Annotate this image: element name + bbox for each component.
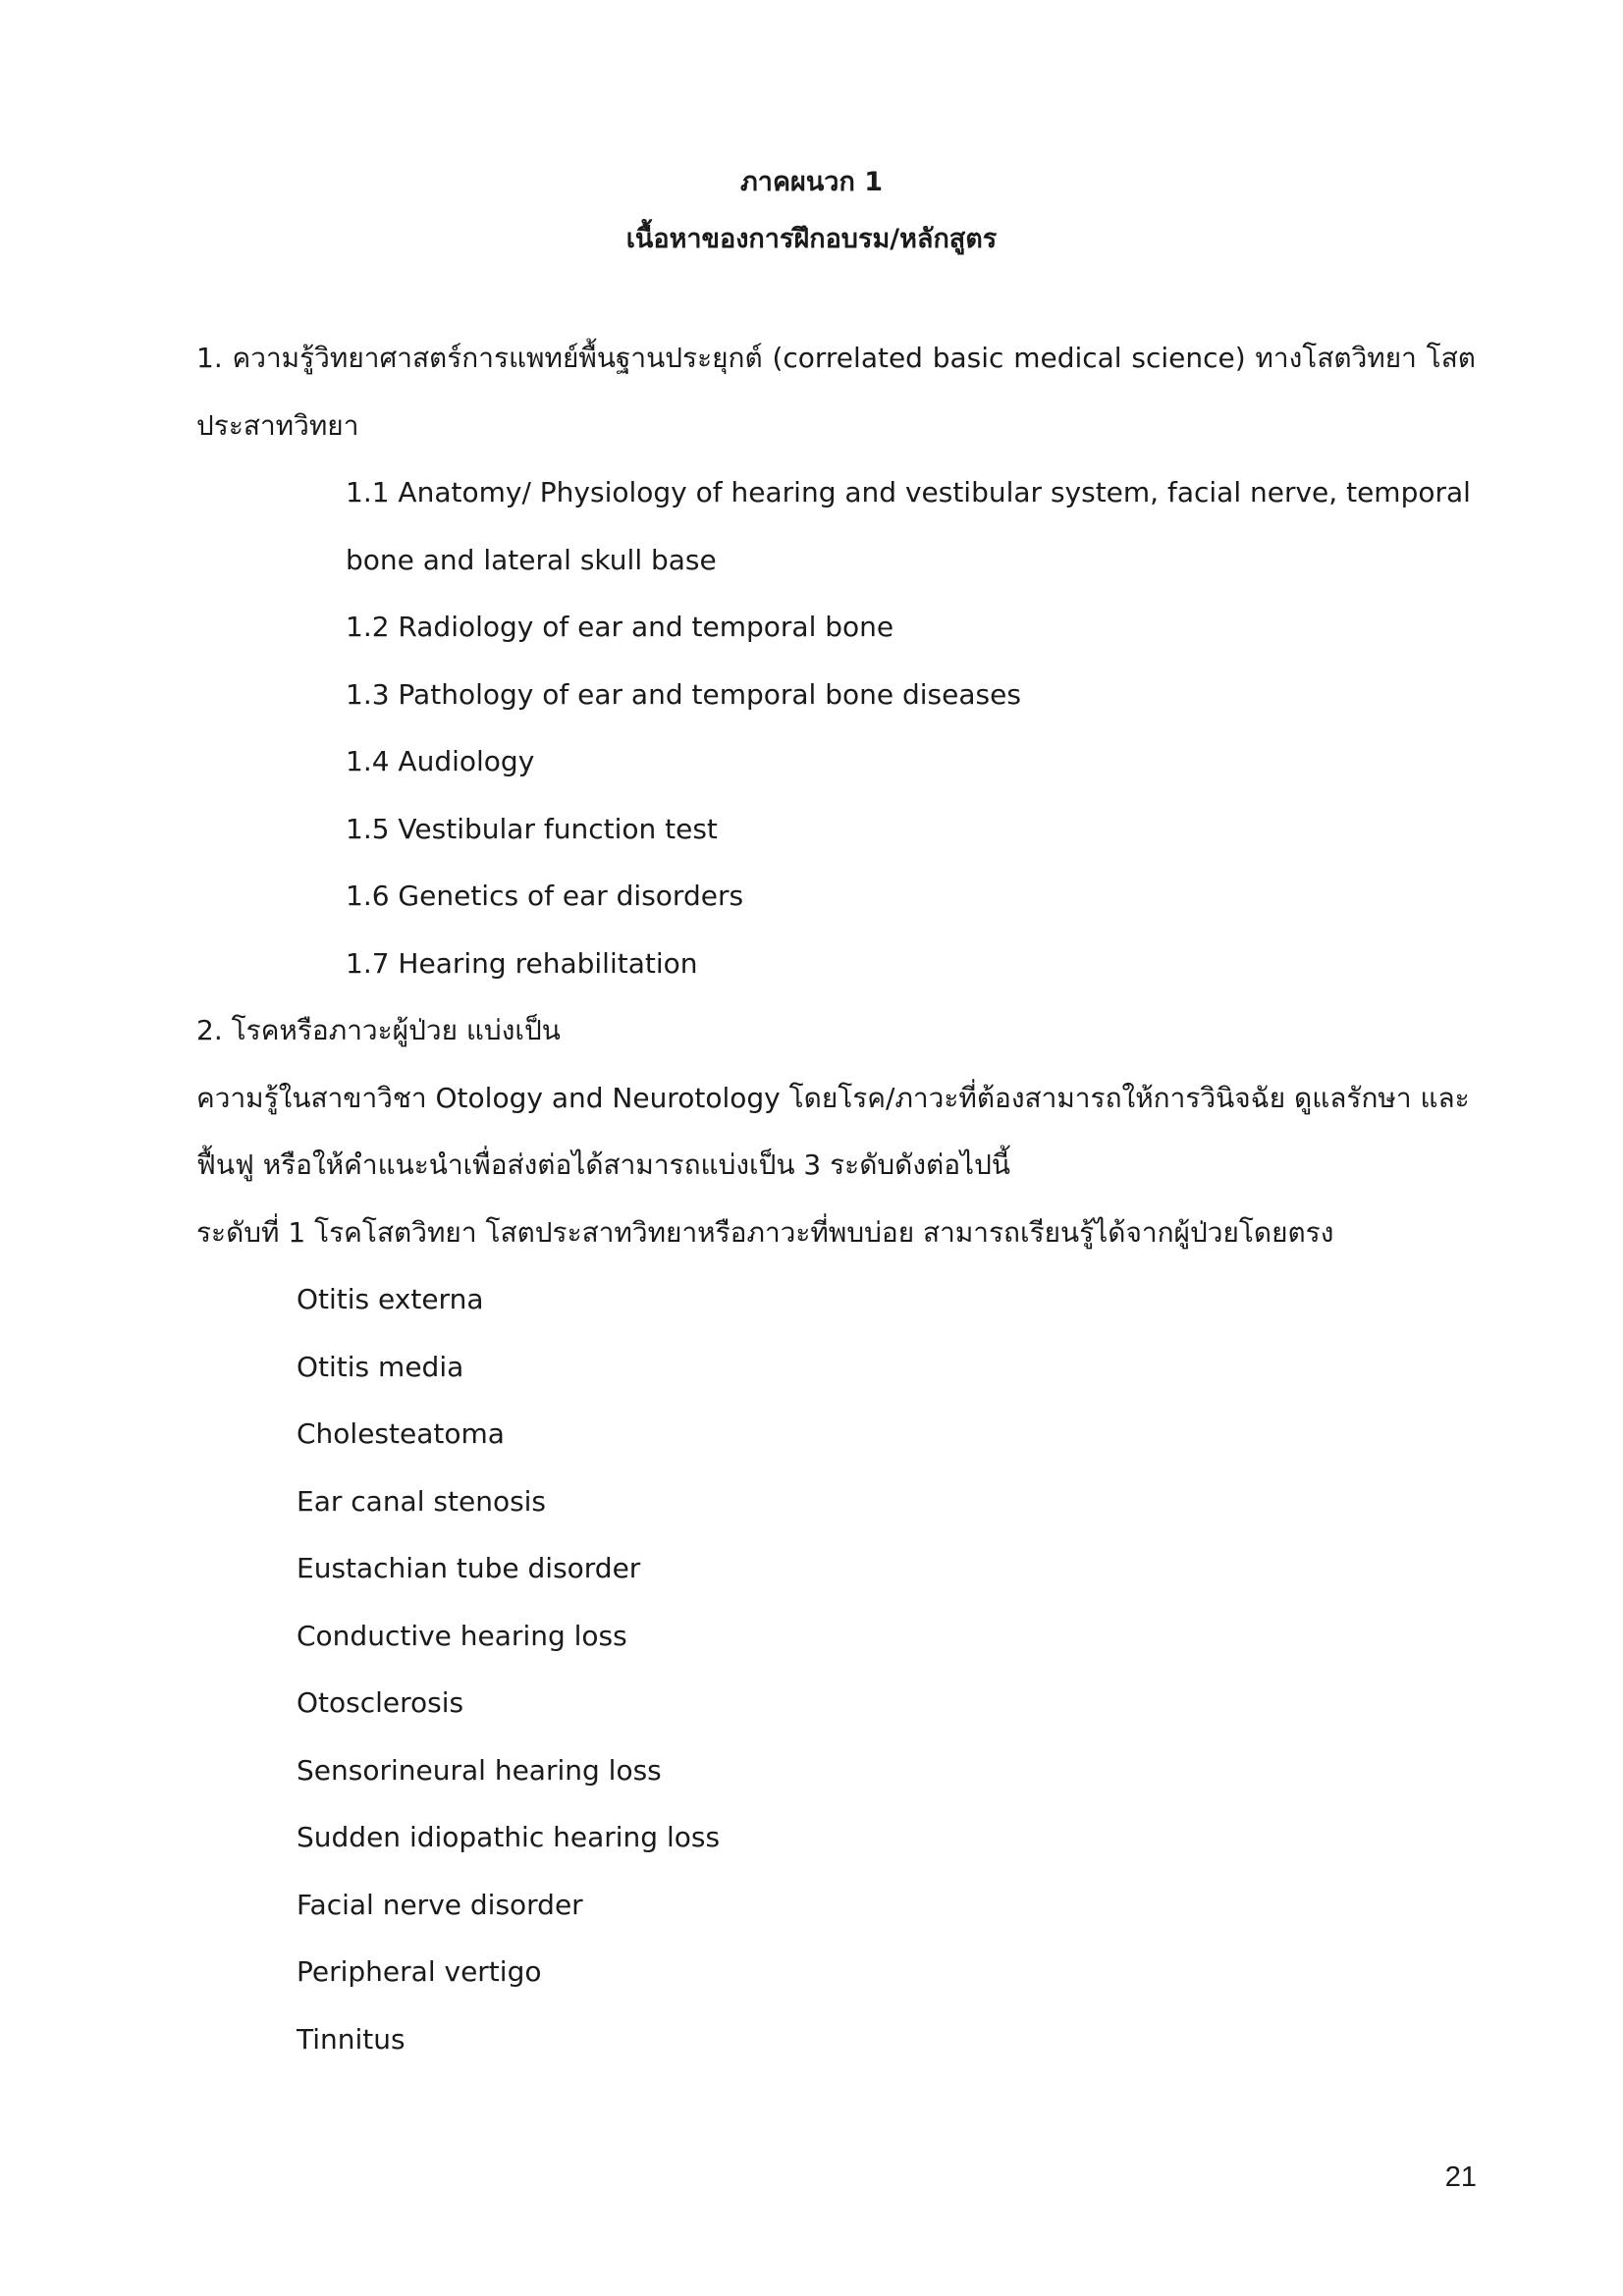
section2-intro: ความรู้ในสาขาวิชา Otology and Neurotology โดยโรค/ภาวะที่ต้องสามารถให้การวินิจฉัย ดูแลรักษา และ bbox=[196, 1082, 1470, 1114]
disease-item: Eustachian tube disorder bbox=[297, 1552, 641, 1584]
section2-intro-continued: ฟื้นฟู หรือให้คำแนะนำเพื่อส่งต่อได้สามารถแบ่งเป็น 3 ระดับดังต่อไปนี้ bbox=[196, 1148, 1011, 1181]
disease-item: Otitis externa bbox=[297, 1283, 484, 1315]
disease-item: Conductive hearing loss bbox=[297, 1620, 627, 1652]
list-item: 1.5 Vestibular function test bbox=[346, 813, 718, 845]
section2-heading: 2. โรคหรือภาวะผู้ป่วย แบ่งเป็น bbox=[196, 1014, 561, 1046]
appendix-subtitle: เนื้อหาของการฝึกอบรม/หลักสูตร bbox=[625, 224, 998, 254]
list-item: 1.3 Pathology of ear and temporal bone diseases bbox=[346, 678, 1021, 711]
page-number: 21 bbox=[1444, 2162, 1477, 2193]
disease-item: Ear canal stenosis bbox=[297, 1485, 547, 1518]
disease-item: Peripheral vertigo bbox=[297, 1955, 542, 1988]
list-item: 1.4 Audiology bbox=[346, 745, 535, 777]
disease-item: Facial nerve disorder bbox=[297, 1889, 583, 1921]
list-item: 1.7 Hearing rehabilitation bbox=[346, 947, 698, 980]
section1-heading-continued: ประสาทวิทยา bbox=[196, 409, 359, 442]
list-item: bone and lateral skull base bbox=[346, 544, 717, 576]
appendix-title: ภาคผนวก 1 bbox=[740, 167, 883, 197]
disease-item: Sensorineural hearing loss bbox=[297, 1754, 662, 1787]
disease-item: Otitis media bbox=[297, 1351, 464, 1383]
disease-item: Tinnitus bbox=[297, 2023, 406, 2056]
disease-item: Cholesteatoma bbox=[297, 1417, 505, 1450]
list-item: 1.1 Anatomy/ Physiology of hearing and vestibular system, facial nerve, temporal bbox=[346, 476, 1471, 508]
list-item: 1.2 Radiology of ear and temporal bone bbox=[346, 611, 894, 643]
list-item: 1.6 Genetics of ear disorders bbox=[346, 880, 744, 912]
section1-heading: 1. ความรู้วิทยาศาสตร์การแพทย์พื้นฐานประยุกต์ (correlated basic medical science) ทางโสตวิทยา โสต bbox=[196, 342, 1476, 374]
disease-item: Sudden idiopathic hearing loss bbox=[297, 1821, 721, 1853]
level1-heading: ระดับที่ 1 โรคโสตวิทยา โสตประสาทวิทยาหรือภาวะที่พบบ่อย สามารถเรียนรู้ได้จากผู้ป่วยโดยตรง bbox=[196, 1216, 1334, 1249]
disease-item: Otosclerosis bbox=[297, 1686, 464, 1719]
